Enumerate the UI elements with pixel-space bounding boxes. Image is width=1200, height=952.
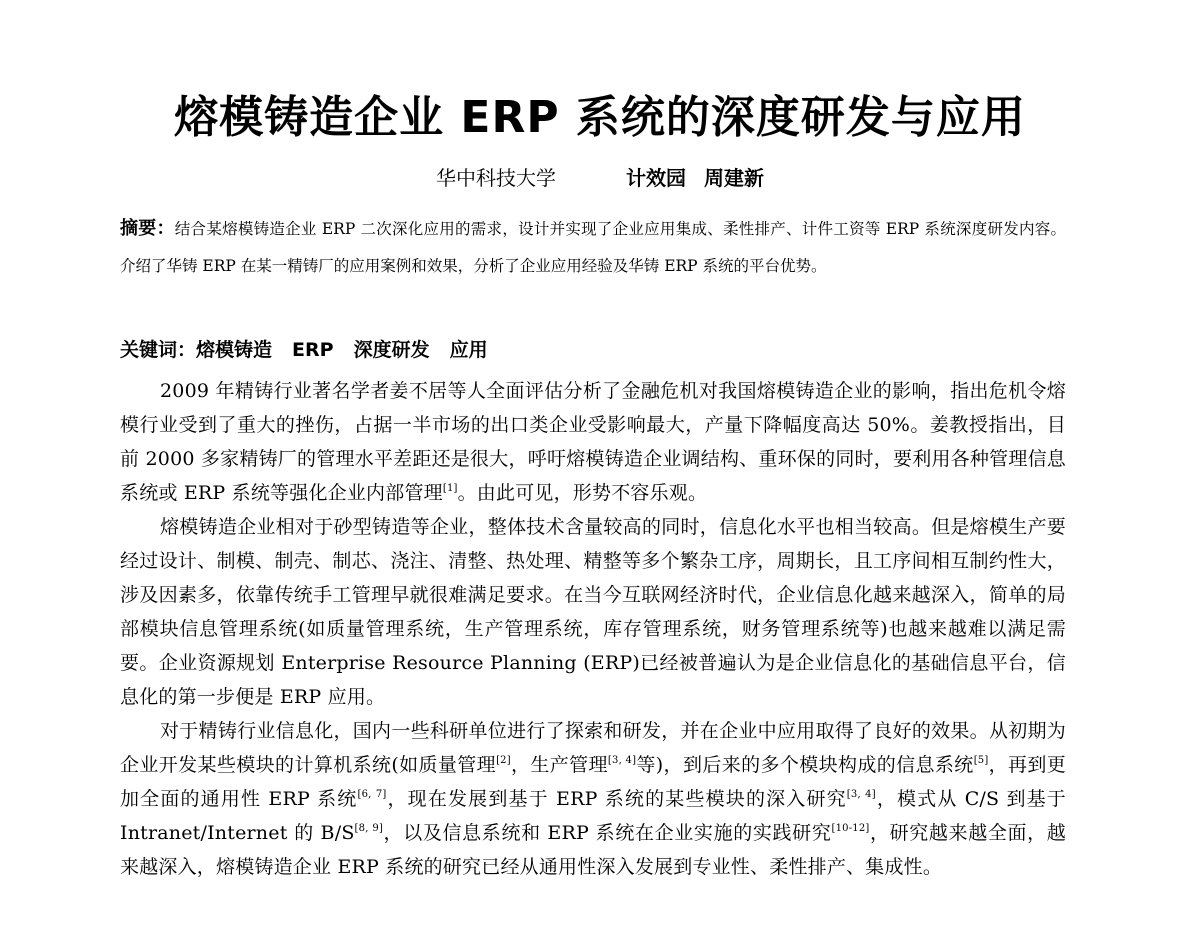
author-name: 计效园 bbox=[626, 166, 686, 190]
abstract-label: 摘要： bbox=[120, 218, 175, 239]
citation: [5] bbox=[973, 755, 989, 766]
paragraph-text: 对于精铸行业信息化，国内一些科研单位进行了探索和研发，并在企业中应用取得了良好的效果。从初期为企业开发某些模块的计算机系统(如质量管理 bbox=[120, 720, 1066, 776]
citation: [3, 4] bbox=[846, 789, 876, 800]
paragraph bbox=[120, 510, 1066, 714]
keyword: ERP bbox=[292, 339, 334, 361]
citation: [2] bbox=[496, 755, 511, 766]
citation: [6, 7] bbox=[357, 789, 387, 800]
paper-title: 熔模铸造企业 ERP 系统的深度研发与应用 bbox=[174, 92, 1026, 143]
paragraph-text: 等)，到后来的多个模块构成的信息系统 bbox=[636, 754, 974, 776]
paragraph-text: ，研究越来越全面，越来越深入，熔模铸造企业 ERP 系统的研究已经从通用性深入发展到专业性、柔性排产、集成性。 bbox=[120, 822, 1066, 878]
paragraph-text: ，现在发展到基于 ERP 系统的某些模块的深入研究 bbox=[386, 788, 847, 810]
paragraph-text: ，再到更加全面的通用性 ERP 系统 bbox=[120, 754, 1066, 810]
keyword: 熔模铸造 bbox=[196, 339, 273, 361]
body-text bbox=[120, 374, 1066, 884]
abstract bbox=[120, 210, 1066, 285]
abstract-text: 结合某熔模铸造企业 ERP 二次深化应用的需求，设计并实现了企业应用集成、柔性排产、计件工资等 ERP 系统深度研发内容。介绍了华铸 ERP 在某一精铸厂的应用案例和效果，分析了企业应用经验及华铸 ERP 系统的平台优势。 bbox=[120, 220, 1067, 275]
author-names bbox=[626, 166, 764, 190]
paragraph-text: ，以及信息系统和 ERP 系统在企业实施的实践研究 bbox=[383, 822, 832, 844]
citation: [10-12] bbox=[831, 823, 870, 834]
citation: [3, 4] bbox=[607, 755, 637, 766]
paragraph-text: ，模式从 C/S 到基于 Intranet/Internet 的 B/S bbox=[120, 788, 1066, 844]
paragraph-text: ，生产管理 bbox=[510, 754, 608, 776]
keywords-label: 关键词： bbox=[120, 339, 197, 361]
author-line bbox=[0, 163, 1200, 193]
paragraph-text: 熔模铸造企业相对于砂型铸造等企业，整体技术含量较高的同时，信息化水平也相当较高。但是熔模生产要经过设计、制模、制壳、制芯、浇注、清整、热处理、精整等多个繁杂工序，周期长，且工序间相互制约性大，涉及因素多，依靠传统手工管理早就很难满足要求。在当今互联网经济时代，企业信息化越来越深入，简单的局部模块信息管理系统(如质量管理系统，生产管理系统，库存管理系统，财务管理系统等)也越来越难以满足需要。企业资源规划 Enterprise Resource Planning (ERP)已经被普遍认为是企业信息化的基础信息平台，信息化的第一步便是 ERP 应用。 bbox=[120, 516, 1066, 708]
citation: [8, 9] bbox=[354, 823, 384, 834]
keyword: 深度研发 bbox=[353, 339, 430, 361]
paragraph bbox=[120, 374, 1066, 510]
paragraph bbox=[120, 714, 1066, 884]
paragraph-text: 2009 年精铸行业著名学者姜不居等人全面评估分析了金融危机对我国熔模铸造企业的影响，指出危机令熔模行业受到了重大的挫伤，占据一半市场的出口类企业受影响最大，产量下降幅度高达 50%。姜教授指出，目前 2000 多家精铸厂的管理水平差距还是很大，呼吁熔模铸造企业调结构、重环保的同时，要利用各种管理信息系统或 ERP 系统等强化企业内部管理 bbox=[120, 380, 1066, 504]
keywords bbox=[120, 334, 1066, 366]
paragraph-text: 。由此可见，形势不容乐观。 bbox=[457, 482, 708, 504]
citation: [1] bbox=[442, 483, 458, 494]
affiliation: 华中科技大学 bbox=[436, 166, 556, 190]
author-name: 周建新 bbox=[704, 166, 764, 190]
keyword: 应用 bbox=[449, 339, 488, 361]
